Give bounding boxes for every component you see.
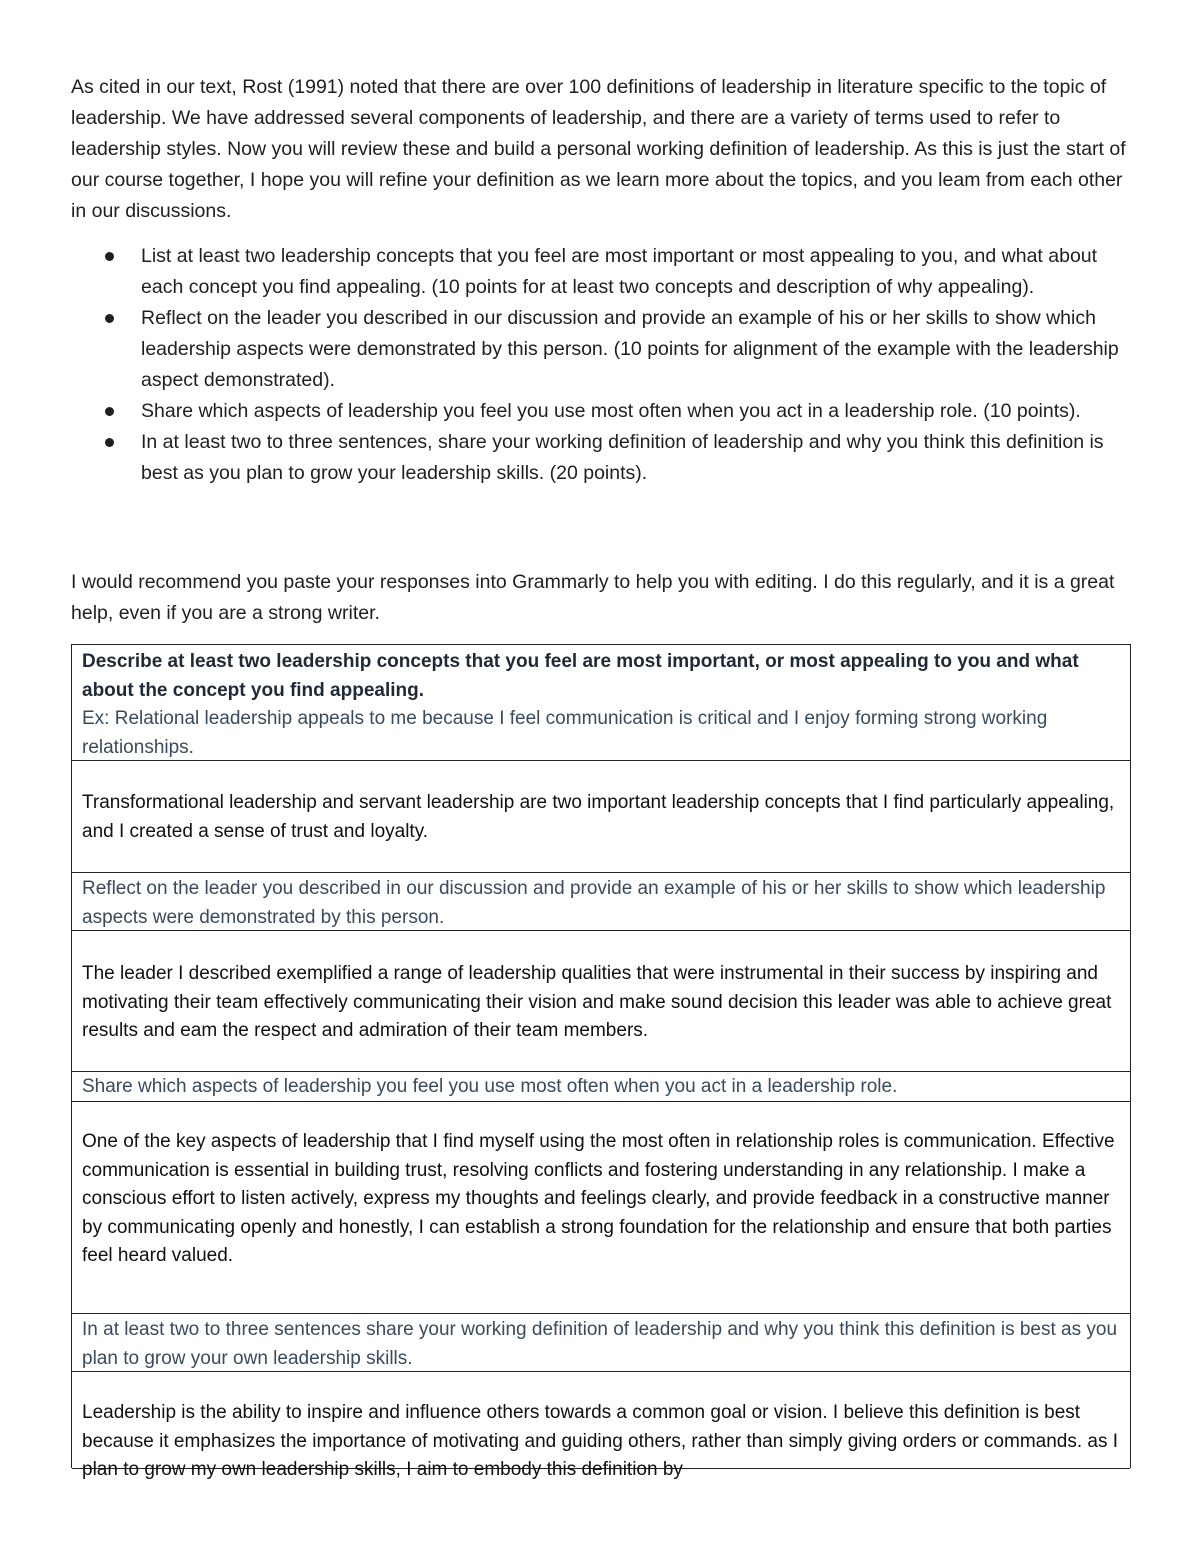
bullet-dot-icon	[105, 314, 114, 323]
answer-3-text: One of the key aspects of leadership that I find myself using the most often in relationship roles is communication. Effective communication is essential in building trust, resolving conflicts and fostering understanding in any relationship. I make a conscious effort to listen actively, express my thoughts and feelings clearly, and provide feedback in a constructive manner by communicating openly and honestly, I can establish a strong foundation for the relationship and ensure that both parties feel heard valued.	[82, 1131, 1115, 1266]
intro-paragraph: As cited in our text, Rost (1991) noted that there are over 100 definitions of leadership in literature specific to the topic of leadership. We have addressed several components of leadership, and there are a variety of terms used to refer to leadership styles. Now you will review these and build a personal working definition of leadership. As this is just the start of our course together, I hope you will refine your definition as we learn more about the topics, and you leam from each other in our discussions.	[71, 76, 1126, 222]
bullet-item	[71, 303, 1136, 396]
bullet-text: Share which aspects of leadership you feel you use most often when you act in a leadership role. (10 points).	[141, 400, 1081, 422]
answer-cell-3[interactable]	[72, 1102, 1130, 1314]
bullet-item	[71, 396, 1136, 427]
grammarly-recommendation: I would recommend you paste your responses into Grammarly to help you with editing. I do this regularly, and it is a great help, even if you are a strong writer.	[71, 571, 1115, 624]
question-3-text: Share which aspects of leadership you feel you use most often when you act in a leadership role.	[82, 1076, 898, 1097]
question-cell-3	[72, 1072, 1130, 1102]
bullet-text: List at least two leadership concepts that you feel are most important or most appealing to you, and what about each concept you find appealing. (10 points for at least two concepts and description of why appealing).	[141, 245, 1098, 298]
bullet-dot-icon	[105, 407, 114, 416]
assignment-bullet-list	[71, 241, 1136, 489]
question-cell-2	[72, 873, 1130, 931]
question-4-text: In at least two to three sentences share your working definition of leadership and why you think this definition is best as you plan to grow your own leadership skills.	[82, 1319, 1118, 1369]
bullet-dot-icon	[105, 252, 114, 261]
bullet-item	[71, 427, 1136, 489]
answer-cell-1[interactable]	[72, 761, 1130, 873]
bullet-dot-icon	[105, 438, 114, 447]
answer-1-text: Transformational leadership and servant leadership are two important leadership concepts that I find particularly appealing, and I created a sense of trust and loyalty.	[82, 792, 1115, 842]
question-cell-4	[72, 1314, 1130, 1372]
bullet-text: Reflect on the leader you described in our discussion and provide an example of his or her skills to show which leadership aspects were demonstrated by this person. (10 points for alignment of the example with the leadership aspect demonstrated).	[141, 307, 1119, 391]
bullet-text: In at least two to three sentences, share your working definition of leadership and why you think this definition is best as you plan to grow your leadership skills. (20 points).	[141, 431, 1104, 484]
question-2-text: Reflect on the leader you described in our discussion and provide an example of his or her skills to show which leadership aspects were demonstrated by this person.	[82, 878, 1106, 928]
answer-4-text: Leadership is the ability to inspire and influence others towards a common goal or vision. I believe this definition is best because it emphasizes the importance of motivating and guiding others, rather than simply giving orders or commands. as I plan to grow my own leadership skills, I aim to embody this definition by	[82, 1402, 1119, 1480]
answer-cell-2[interactable]	[72, 931, 1130, 1072]
bullet-item	[71, 241, 1136, 303]
question-1-title: Describe at least two leadership concepts that you feel are most important, or most appealing to you and what about the concept you find appealing.	[82, 651, 1079, 701]
question-1-example: Ex: Relational leadership appeals to me because I feel communication is critical and I enjoy forming strong working relationships.	[82, 708, 1048, 758]
answer-cell-4[interactable]	[72, 1372, 1130, 1480]
response-table	[71, 644, 1131, 1480]
answer-2-text: The leader I described exemplified a range of leadership qualities that were instrumental in their success by inspiring and motivating their team effectively communicating their vision and make sound decision this leader was able to achieve great results and eam the respect and admiration of their team members.	[82, 963, 1112, 1041]
question-cell-1	[72, 645, 1130, 761]
